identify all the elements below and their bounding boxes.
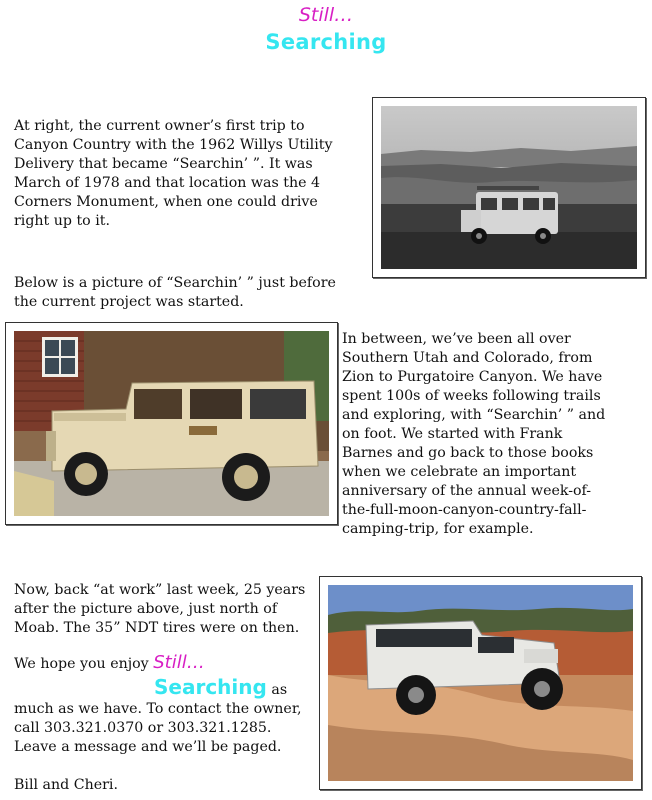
text-line: At right, the current owner’s first trip to [14,118,305,134]
title-still: Still… [298,4,354,26]
text-line: Delivery that became “Searchin’ ”. It was [14,156,313,172]
closing-paragraph [14,653,334,795]
photo-moab-at-work [319,576,642,790]
text-line: Zion to Purgatoire Canyon. We have [342,369,603,385]
text-line: right up to it. [14,213,110,229]
text-line: Leave a message and we’ll be paged. [14,739,282,755]
at-work-paragraph [14,581,324,638]
moab-jeep-photo [328,585,633,781]
enjoy-intro: We hope you enjoy [14,656,149,672]
inline-still: Still… [153,652,205,673]
photo-before-project [5,322,338,525]
in-between-paragraph [342,330,642,539]
text-line: and exploring, with “Searchin’ ” and [342,407,606,423]
signoff: Bill and Cheri. [14,777,118,793]
text-line: the current project was started. [14,294,244,310]
text-line: when we celebrate an important [342,464,577,480]
text-line [14,653,334,674]
text-line: Barnes and go back to those books [342,445,594,461]
text-line: on foot. We started with Frank [342,426,563,442]
before-project-paragraph [14,274,364,312]
text-line: Moab. The 35” NDT tires were on then. [14,620,300,636]
text-line: Canyon Country with the 1962 Willys Utility [14,137,333,153]
as-word: as [271,682,288,698]
text-line: Corners Monument, when one could drive [14,194,318,210]
bw-jeep-photo [381,106,637,269]
text-line: call 303.321.0370 or 303.321.1285. [14,720,272,736]
text-line: anniversary of the annual week-of- [342,483,592,499]
photo-four-corners-1978 [372,97,646,278]
title-searching: Searching [265,30,387,54]
text-line: much as we have. To contact the owner, [14,701,302,717]
text-line: the-full-moon-canyon-country-fall- [342,502,587,518]
text-line: March of 1978 and that location was the 4 [14,175,321,191]
tan-jeep-photo [14,331,329,516]
text-line: spent 100s of weeks following trails [342,388,601,404]
text-line: after the picture above, just north of [14,601,278,617]
inline-searching: Searching [154,675,267,699]
intro-paragraph [14,117,364,231]
text-line: Below is a picture of “Searchin’ ” just before [14,275,336,291]
text-line: camping-trip, for example. [342,521,534,537]
text-line [14,675,334,700]
text-line: Southern Utah and Colorado, from [342,350,593,366]
text-line: In between, we’ve been all over [342,331,571,347]
text-line: Now, back “at work” last week, 25 years [14,582,306,598]
